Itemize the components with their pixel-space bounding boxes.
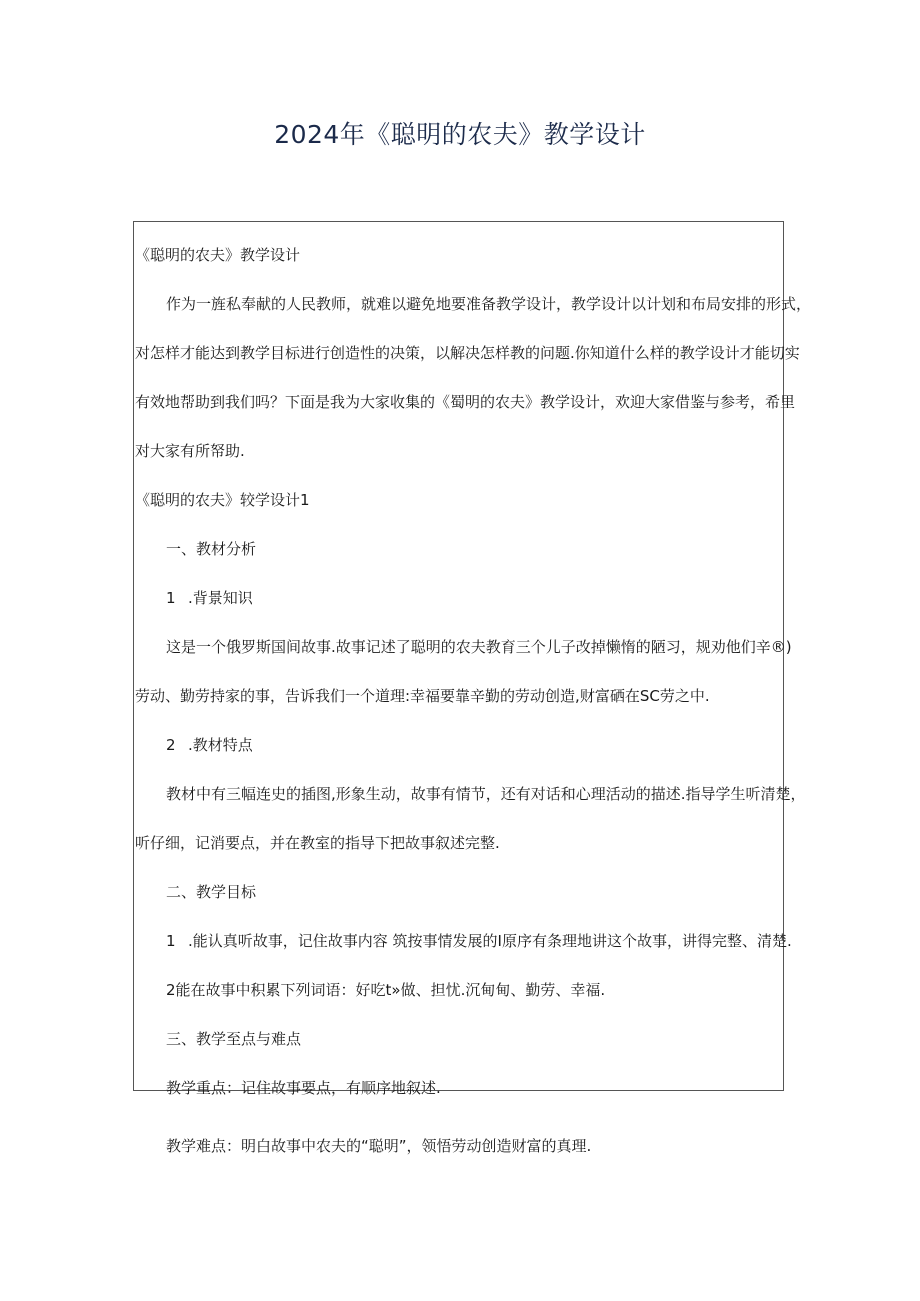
numbered-heading	[166, 587, 253, 609]
item-text: .能认真听故事，记住故事内容 筑按事情发展的I原序有条理地讲这个故事，讲得完整、清楚.	[188, 932, 792, 950]
subsection-heading: 二、教学目标	[166, 883, 257, 901]
item-number: 1	[166, 589, 176, 607]
item-number: 1	[166, 932, 176, 950]
numbered-heading	[166, 734, 253, 756]
item-text: .教材特点	[188, 736, 253, 754]
subsection-heading: 一、教材分析	[166, 540, 257, 558]
paragraph-line: 教材中有三幅连史的插图,形象生动，故事有情节，还有对话和心理活动的描述.指导学生听清楚，	[166, 785, 806, 803]
section-heading: 《聪明的农夫》较学设计1	[135, 491, 310, 509]
document-title: 2024年《聪明的农夫》教学设计	[274, 120, 646, 149]
numbered-item	[166, 930, 792, 952]
paragraph-line: 劳动、勤劳持家的事，告诉我们一个道理:幸福要靠辛勤的劳动创造,财富硒在SC劳之中.	[135, 687, 710, 705]
item-text: .背景知识	[188, 589, 253, 607]
paragraph-line: 教学重点：记住故事要点，有顺序地叙述.	[166, 1079, 441, 1097]
paragraph-line: 作为一旌私奉献的人民教师，就难以避免地要准备教学设计，教学设计以计划和布局安排的形式，	[166, 295, 812, 313]
item-number: 2	[166, 736, 176, 754]
section-heading: 《聪明的农夫》教学设计	[135, 246, 301, 264]
numbered-item: 2能在故事中积累下列词语：好吃t»做、担忧.沉甸甸、勤劳、幸福.	[166, 981, 606, 999]
subsection-heading: 三、教学至点与难点	[166, 1030, 302, 1048]
paragraph-line: 对大家有所帑助.	[135, 442, 245, 460]
paragraph-line: 有效地帮助到我们吗？下面是我为大家收集的《蜀明的农夫》教学设计，欢迎大家借鉴与参考，希里	[135, 393, 796, 411]
paragraph-line: 听仔细，记消要点，并在教室的指导下把故事叙述完整.	[135, 834, 500, 852]
paragraph-line: 教学难点：明白故事中农夫的“聪明”，领悟劳动创造财富的真理.	[166, 1137, 592, 1155]
paragraph-line: 这是一个俄罗斯国间故事.故事记述了聪明的农夫教育三个儿子改掉懒惰的陋习，规劝他们辛®)	[166, 638, 792, 656]
paragraph-line: 对怎样才能达到教学目标进行创造性的决策，以解决怎样教的问题.你知道什么样的教学设计才能切实	[135, 344, 800, 362]
